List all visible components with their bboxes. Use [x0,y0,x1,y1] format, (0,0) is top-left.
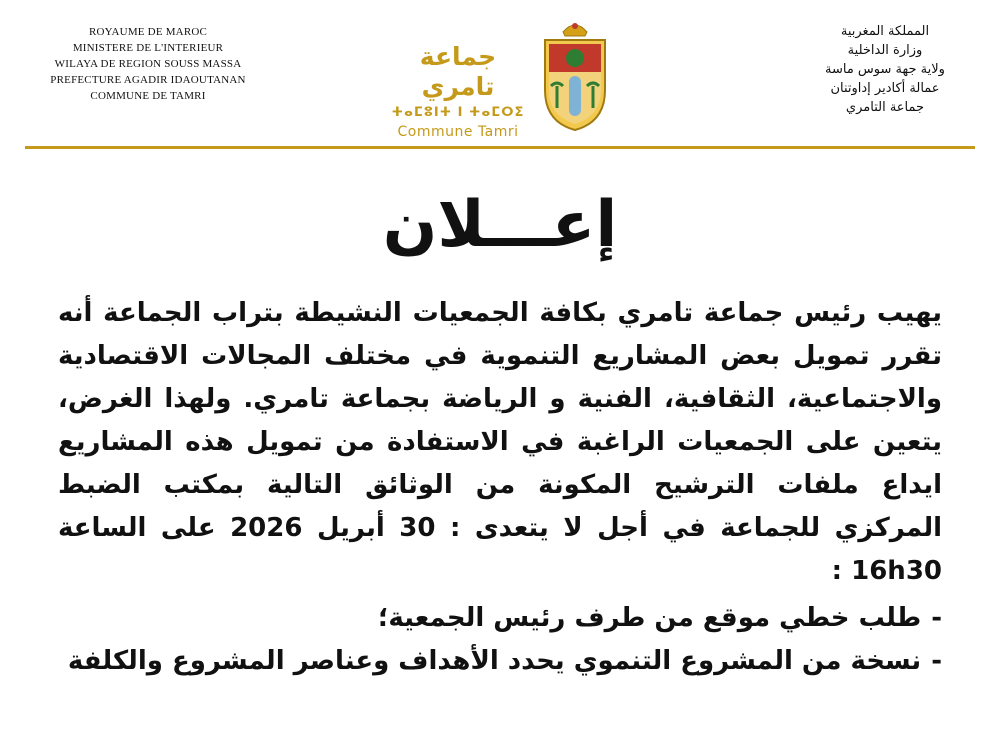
letterhead [0,0,1000,150]
logo-tifinagh-name: ⵜⴰⵎⵓⵏⵜ ⵏ ⵜⴰⵎⵔⵉ [391,105,525,120]
letterhead-line: المملكة المغربية [840,24,930,39]
letterhead-line: وزارة الداخلية [847,43,923,58]
required-documents-list [58,597,942,683]
letterhead-line: ولاية جهة سوس ماسة [825,62,945,77]
list-item-text: طلب خطي موقع من طرف رئيس الجمعية؛ [377,603,922,633]
letterhead-line: COMMUNE DE TAMRI [90,90,206,102]
header-divider [25,146,975,149]
announcement-paragraph: يهيب رئيس جماعة تامري بكافة الجمعيات النشيطة بتراب الجماعة أنه تقرر تمويل بعض المشاريع التنموية في مختلف المجالات الاقتصادية والاجتماعية، الثقافية، الفنية و الرياضة بجماعة تامري. ولهذا الغرض، يتعين على الجمعيات الراغبة في الاستفادة من تمويل هذه المشاريع ايداع ملفات الترشيح المكونة من الوثائق التالية بمكتب الضبط المركزي للجماعة في أجل لا يتعدى : 30 أبريل 2026 على الساعة 16h30 : [58,298,942,586]
commune-emblem-icon [535,18,615,133]
logo-french-name: Commune Tamri [397,124,519,140]
letterhead-french [28,24,268,104]
dash-bullet: - [931,603,942,633]
logo-arabic-name: جماعة تامري [419,42,497,101]
letterhead-line: جماعة التامري [845,100,925,115]
letterhead-line: WILAYA DE REGION SOUSS MASSA [54,58,242,70]
list-item [58,597,942,640]
commune-logo-text [383,42,533,142]
list-item-text: نسخة من المشروع التنموي يحدد الأهداف وعناصر المشروع والكلفة [67,646,922,676]
dash-bullet: - [931,646,942,676]
letterhead-line: PREFECTURE AGADIR IDAOUTANAN [50,74,246,86]
list-item [58,640,942,683]
letterhead-line: عمالة أكادير إداوتنان [830,81,940,96]
announcement-title: إعـــلان [382,188,618,262]
letterhead-line: ROYAUME DE MAROC [88,26,208,38]
letterhead-arabic [790,22,980,117]
letterhead-line: MINISTERE DE L'INTERIEUR [72,42,224,54]
announcement-body [58,292,942,683]
